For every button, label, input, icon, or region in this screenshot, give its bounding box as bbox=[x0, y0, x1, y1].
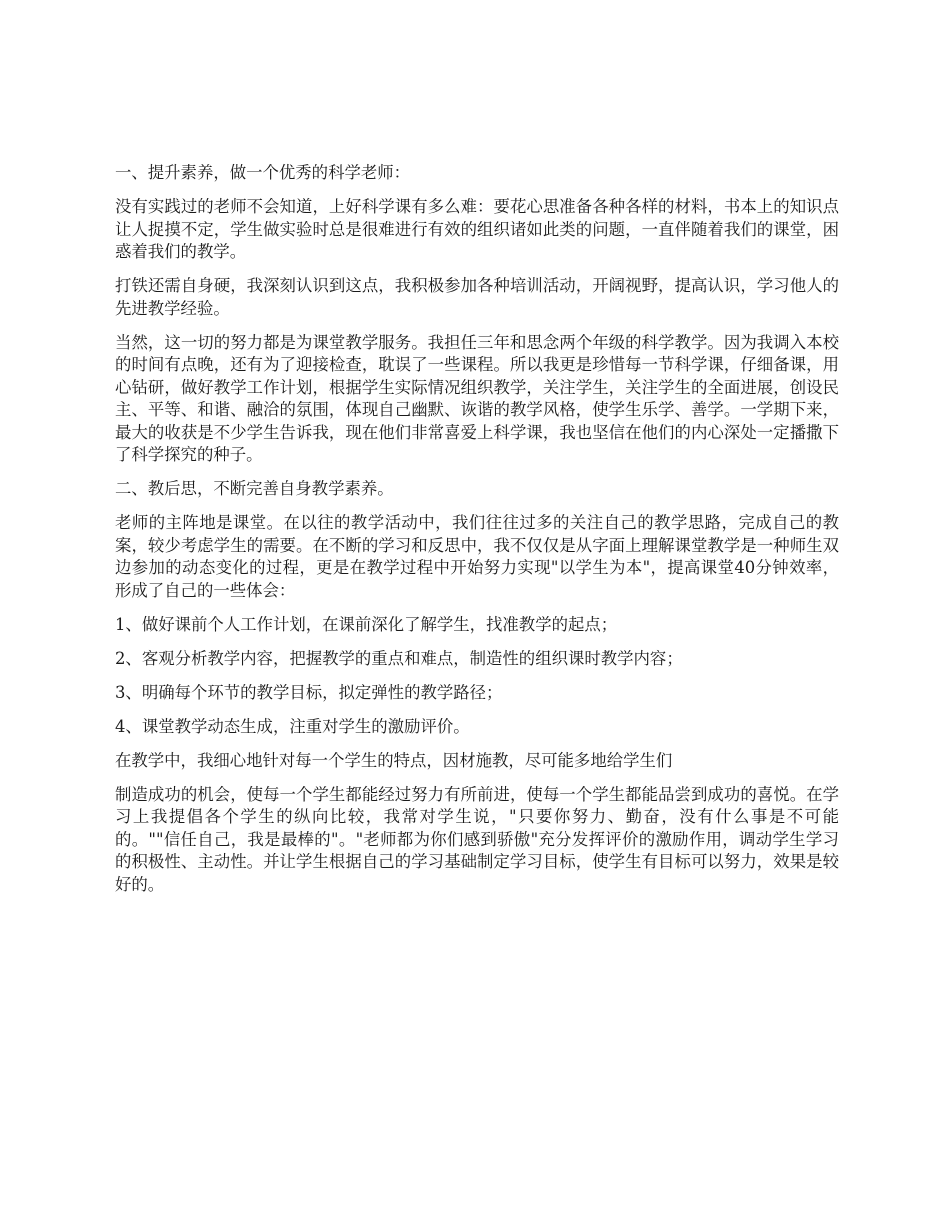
paragraph: 当然，这一切的努力都是为课堂教学服务。我担任三年和思念两个年级的科学教学。因为我调入本校的时间有点晚，还有为了迎接检查，耽误了一些课程。所以我更是珍惜每一节科学课，仔细备课，用心钻研，做好教学工作计划，根据学生实际情况组织教学，关注学生，关注学生的全面进展，创设民主、平等、和谐、融洽的氛围，体现自己幽默、诙谐的教学风格，使学生乐学、善学。一学期下来，最大的收获是不少学生告诉我，现在他们非常喜爱上科学课，我也坚信在他们的内心深处一定播撒下了科学探究的种子。 bbox=[115, 332, 839, 464]
list-item: 2、客观分析教学内容，把握教学的重点和难点，制造性的组织课时教学内容； bbox=[115, 648, 683, 668]
section-heading-1: 一、提升素养，做一个优秀的科学老师： bbox=[115, 163, 411, 182]
paragraph: 没有实践过的老师不会知道，上好科学课有多么难：要花心思准备各种各样的材料，书本上的知识点让人捉摸不定，学生做实验时总是很难进行有效的组织诸如此类的问题，一直伴随着我们的课堂，困惑着我们的教学。 bbox=[115, 197, 839, 261]
paragraph: 在教学中，我细心地针对每一个学生的特点，因材施教，尽可能多地给学生们 bbox=[115, 750, 673, 770]
section-heading-2: 二、教后思，不断完善自身教学素养。 bbox=[115, 479, 394, 498]
paragraph: 老师的主阵地是课堂。在以往的教学活动中，我们往往过多的关注自己的教学思路，完成自己的教案，较少考虑学生的需要。在不断的学习和反思中，我不仅仅是从字面上理解课堂教学是一种师生双边参加的动态变化的过程，更是在教学过程中开始努力实现"以学生为本"，提高课堂40分钟效率，形成了自己的一些体会： bbox=[115, 513, 839, 600]
paragraph: 打铁还需自身硬，我深刻认识到这点，我积极参加各种培训活动，开阔视野，提高认识，学习他人的先进教学经验。 bbox=[115, 276, 839, 318]
paragraph: 制造成功的机会，使每一个学生都能经过努力有所前进，使每一个学生都能品尝到成功的喜悦。在学习上我提倡各个学生的纵向比较，我常对学生说，"只要你努力、勤奋，没有什么事是不可能的。""信任自己，我是最棒的"。"老师都为你们感到骄傲"充分发挥评价的激励作用，调动学生学习的积极性、主动性。并让学生根据自己的学习基础制定学习目标，使学生有目标可以努力，效果是较好的。 bbox=[115, 784, 839, 894]
list-item: 3、明确每个环节的教学目标，拟定弹性的教学路径； bbox=[115, 682, 503, 702]
list-item: 1、做好课前个人工作计划，在课前深化了解学生，找准教学的起点； bbox=[115, 614, 618, 634]
list-item: 4、课堂教学动态生成，注重对学生的激励评价。 bbox=[115, 716, 470, 736]
document-body bbox=[115, 162, 839, 908]
